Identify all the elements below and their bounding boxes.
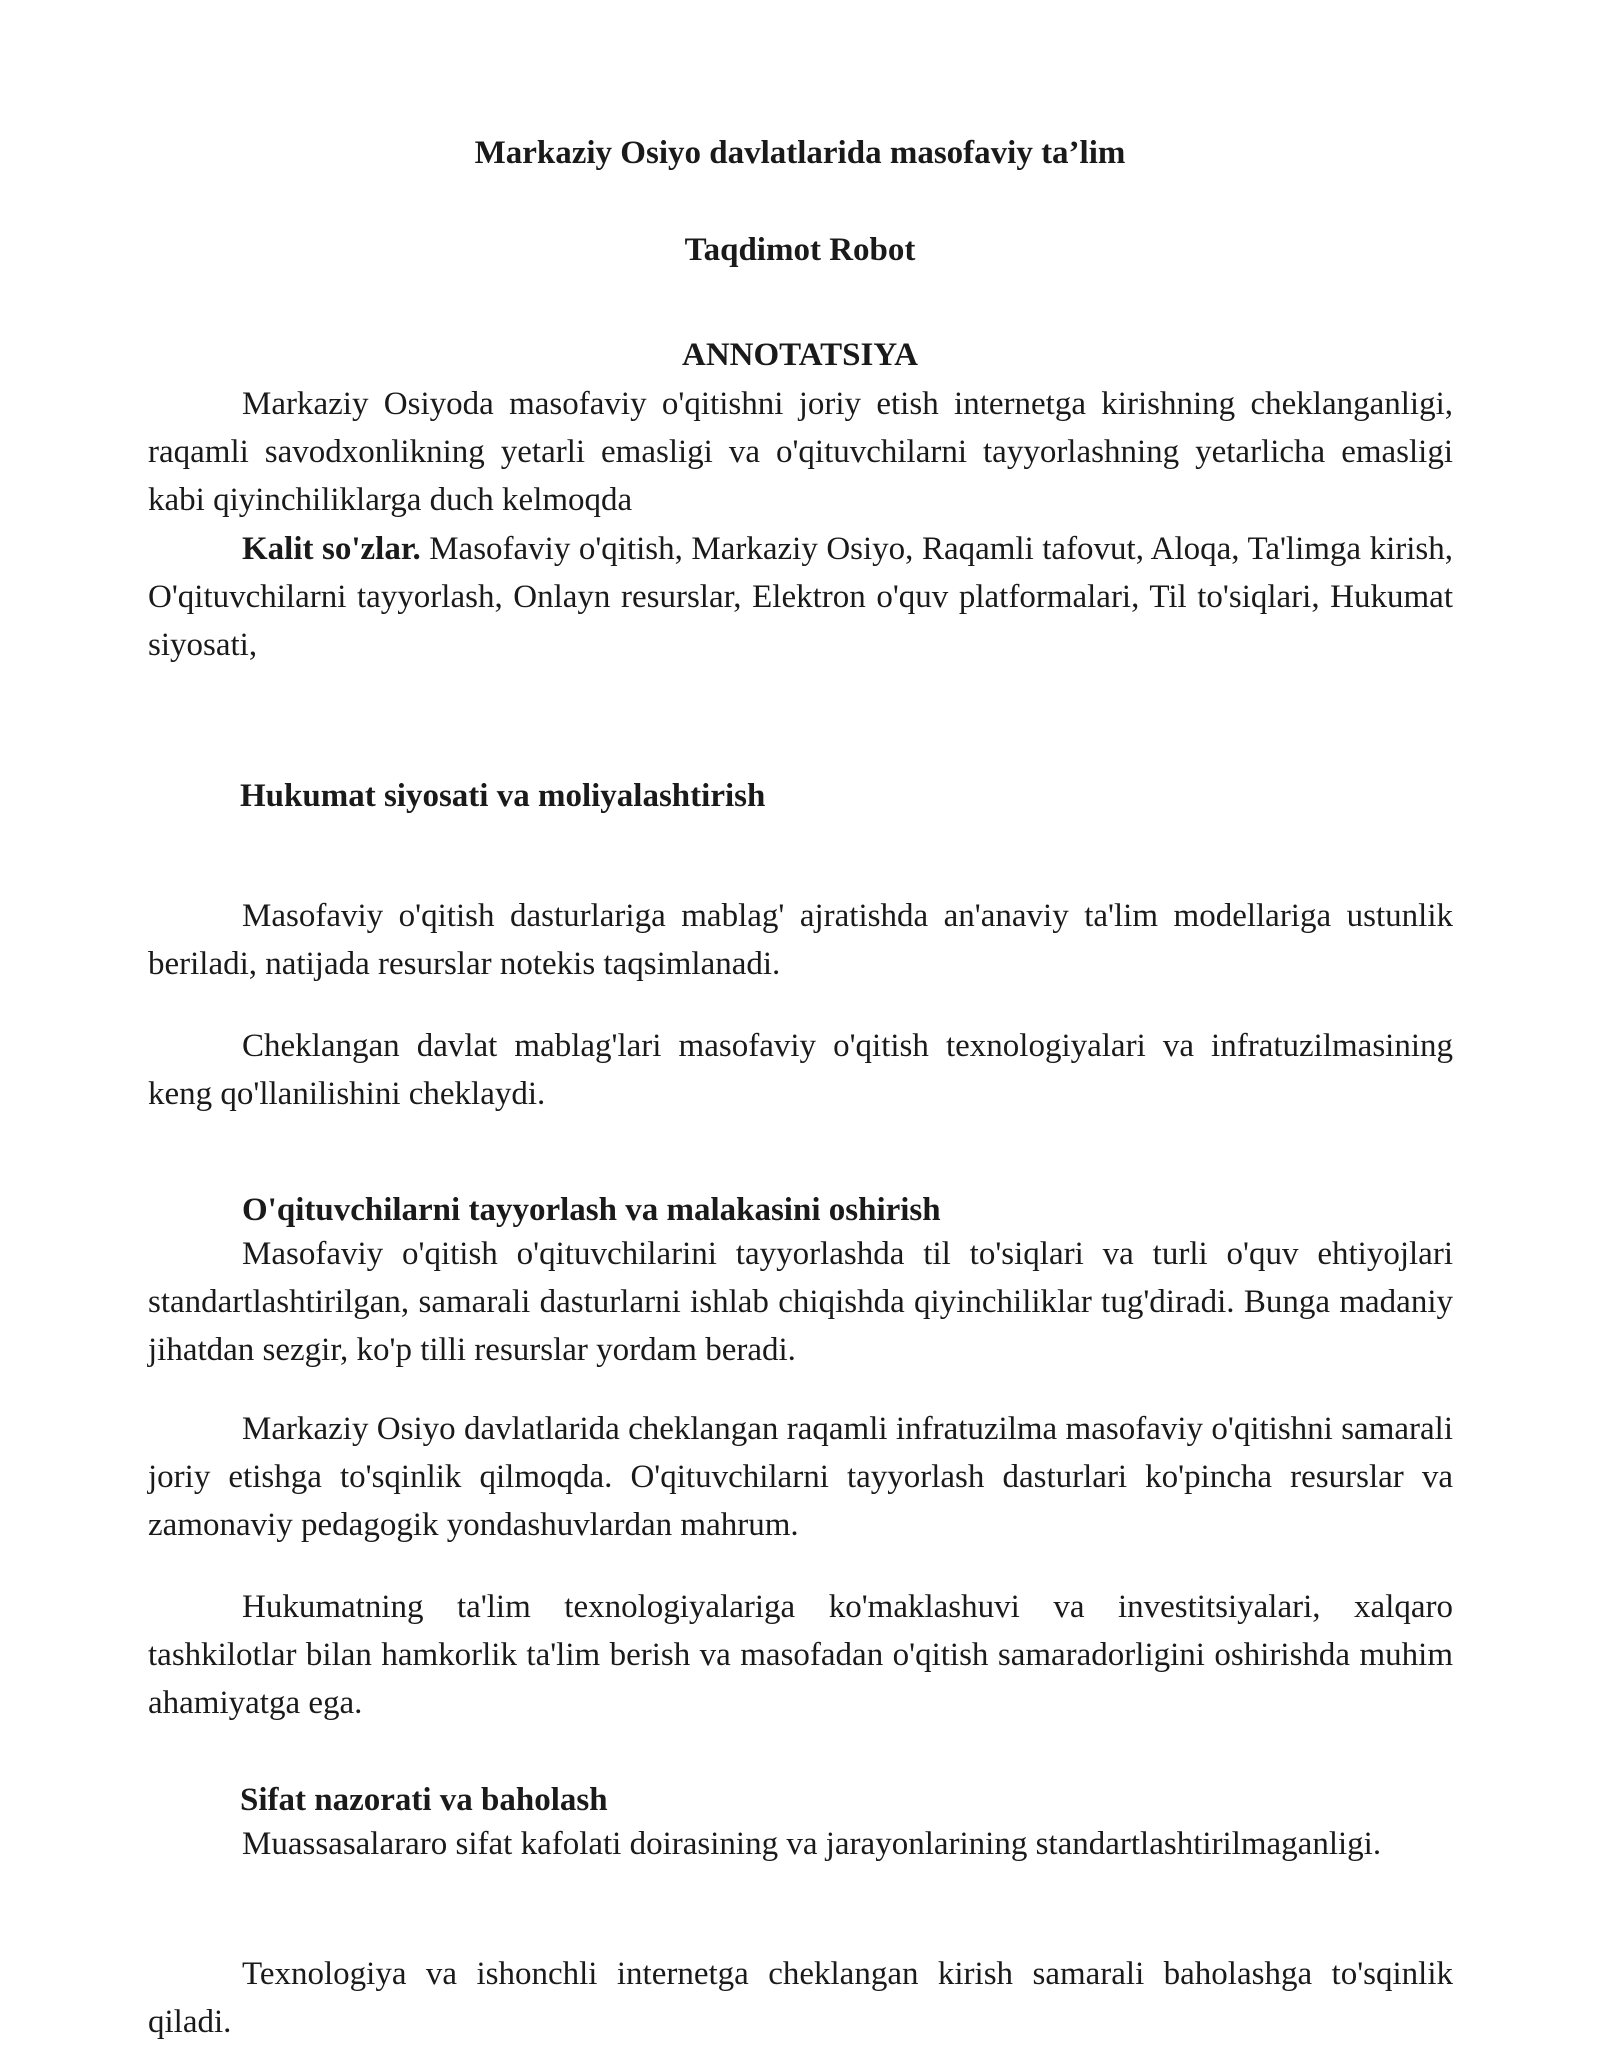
keywords-paragraph (148, 525, 1453, 669)
section-heading-quality: Sifat nazorati va baholash (240, 1782, 608, 1818)
section-quality-paragraph-1: Muassasalararo sifat kafolati doirasining va jarayonlarining standartlashtirilmaganligi. (242, 1826, 1382, 1862)
section-heading-teacher-training: O'qituvchilarni tayyorlash va malakasini oshirish (242, 1192, 941, 1228)
section-policy-paragraph-1: Masofaviy o'qitish dasturlariga mablag' ajratishda an'anaviy ta'lim modellariga ustunlik beriladi, natijada resurslar notekis taqsimlanadi. (148, 898, 1453, 982)
annotation-text: Markaziy Osiyoda masofaviy o'qitishni joriy etish internetga kirishning cheklanganligi, raqamli savodxonlikning yetarli emasligi va o'qituvchilarni tayyorlashning yetarlicha emasligi kabi qiyinchiliklarga duch kelmoqda (148, 386, 1453, 518)
document-author: Taqdimot Robot (684, 232, 916, 268)
document-title: Markaziy Osiyo davlatlarida masofaviy ta’lim (474, 135, 1126, 171)
section-policy-paragraph-2: Cheklangan davlat mablag'lari masofaviy o'qitish texnologiyalari va infratuzilmasining keng qo'llanilishini cheklaydi. (148, 1028, 1453, 1112)
section-teacher-paragraph-2: Markaziy Osiyo davlatlarida cheklangan raqamli infratuzilma masofaviy o'qitishni samarali joriy etishga to'sqinlik qilmoqda. O'qituvchilarni tayyorlash dasturlari ko'pincha resurslar va zamonaviy pedagogik yondashuvlardan mahrum. (148, 1411, 1453, 1543)
section-teacher-paragraph-1: Masofaviy o'qitish o'qituvchilarini tayyorlashda til to'siqlari va turli o'quv ehtiyojlari standartlashtirilgan, samarali dasturlarni ishlab chiqishda qiyinchiliklar tug'diradi. Bunga madaniy jihatdan sezgir, ko'p tilli resurslar yordam beradi. (148, 1236, 1453, 1368)
annotation-heading: ANNOTATSIYA (682, 337, 918, 373)
section-heading-policy: Hukumat siyosati va moliyalashtirish (240, 778, 766, 814)
keywords-label: Kalit so'zlar. (242, 531, 421, 567)
section-quality-paragraph-2: Texnologiya va ishonchli internetga cheklangan kirish samarali baholashga to'sqinlik qiladi. (148, 1956, 1453, 2040)
section-teacher-paragraph-3: Hukumatning ta'lim texnologiyalariga ko'maklashuvi va investitsiyalari, xalqaro tashkilotlar bilan hamkorlik ta'lim berish va masofadan o'qitish samaradorligini oshirishda muhim ahamiyatga ega. (148, 1589, 1453, 1721)
keywords-text: Masofaviy o'qitish, Markaziy Osiyo, Raqamli tafovut, Aloqa, Ta'limga kirish, O'qituvchilarni tayyorlash, Onlayn resurslar, Elektron o'quv platformalari, Til to'siqlari, Hukumat siyosati, (148, 531, 1453, 663)
